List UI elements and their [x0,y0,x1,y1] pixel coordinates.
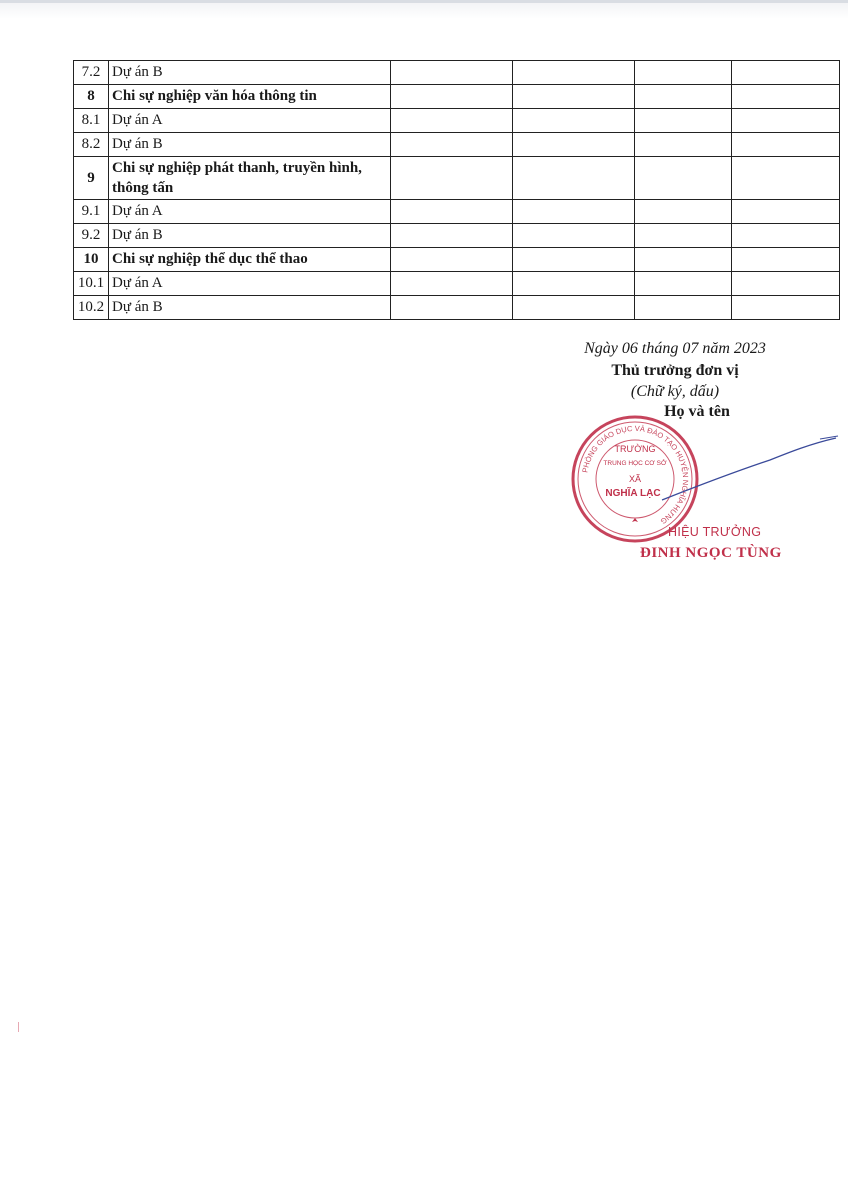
row-name: Chi sự nghiệp văn hóa thông tin [109,85,391,109]
value-cell [732,296,840,320]
row-index: 10.2 [74,296,109,320]
table-row [74,61,840,85]
value-cell [732,224,840,248]
signature-role: Thủ trưởng đơn vị [611,362,739,379]
table-row [74,248,840,272]
row-index: 8.2 [74,133,109,157]
value-cell [635,61,732,85]
table-row [74,224,840,248]
stamp-center-line2: TRUNG HỌC CƠ SỞ [603,460,667,467]
value-cell [732,157,840,200]
value-cell [635,200,732,224]
value-cell [391,272,513,296]
value-cell [635,224,732,248]
value-cell [732,133,840,157]
stamp-center-line1: TRƯỜNG [614,444,656,454]
value-cell [732,272,840,296]
stamp-title: HIỆU TRƯỞNG [668,525,762,539]
row-name: Dự án B [109,61,391,85]
scan-edge [0,0,848,19]
value-cell [732,200,840,224]
value-cell [732,61,840,85]
stamp-center-line3: XÃ [628,474,642,484]
value-cell [513,133,635,157]
value-cell [635,133,732,157]
table-row [74,109,840,133]
stamp-center-line4: NGHĨA LẠC [605,488,661,499]
row-index: 7.2 [74,61,109,85]
handwritten-signature [660,430,840,510]
value-cell [513,224,635,248]
value-cell [513,296,635,320]
value-cell [513,61,635,85]
row-index: 9.1 [74,200,109,224]
row-index: 8 [74,85,109,109]
value-cell [391,85,513,109]
table-row [74,296,840,320]
row-name: Dự án A [109,109,391,133]
table-row [74,133,840,157]
signature-name-label: Họ và tên [664,403,730,420]
row-name: Dự án B [109,133,391,157]
value-cell [391,296,513,320]
value-cell [635,157,732,200]
table-row [74,200,840,224]
value-cell [391,224,513,248]
stamp-ring-text: PHÒNG GIÁO DỤC VÀ ĐÀO TẠO HUYỆN NGHĨA HƯNG [580,423,691,526]
value-cell [635,85,732,109]
value-cell [391,248,513,272]
value-cell [732,109,840,133]
table-row [74,85,840,109]
value-cell [513,248,635,272]
value-cell [513,157,635,200]
table-row [74,157,840,200]
scan-speck [18,1022,19,1032]
value-cell [391,133,513,157]
value-cell [513,272,635,296]
row-name: Chi sự nghiệp thể dục thể thao [109,248,391,272]
signature-note: (Chữ ký, dấu) [630,383,720,400]
value-cell [391,200,513,224]
row-index: 9.2 [74,224,109,248]
value-cell [635,272,732,296]
row-name: Dự án A [109,272,391,296]
value-cell [635,248,732,272]
row-index: 10 [74,248,109,272]
value-cell [513,109,635,133]
value-cell [635,296,732,320]
value-cell [732,85,840,109]
value-cell [391,61,513,85]
value-cell [635,109,732,133]
stamp-star-icon [632,518,638,522]
row-name: Dự án B [109,224,391,248]
value-cell [391,109,513,133]
row-name: Chi sự nghiệp phát thanh, truyền hình, thông tấn [109,157,391,200]
row-index: 8.1 [74,109,109,133]
signature-block [540,340,810,421]
row-name: Dự án A [109,200,391,224]
stamp-signer-name: ĐINH NGỌC TÙNG [640,545,782,561]
value-cell [391,157,513,200]
signature-date: Ngày 06 tháng 07 năm 2023 [584,340,766,357]
row-index: 10.1 [74,272,109,296]
value-cell [732,248,840,272]
table-row [74,272,840,296]
budget-table [73,60,840,320]
value-cell [513,200,635,224]
value-cell [513,85,635,109]
row-name: Dự án B [109,296,391,320]
row-index: 9 [74,157,109,200]
